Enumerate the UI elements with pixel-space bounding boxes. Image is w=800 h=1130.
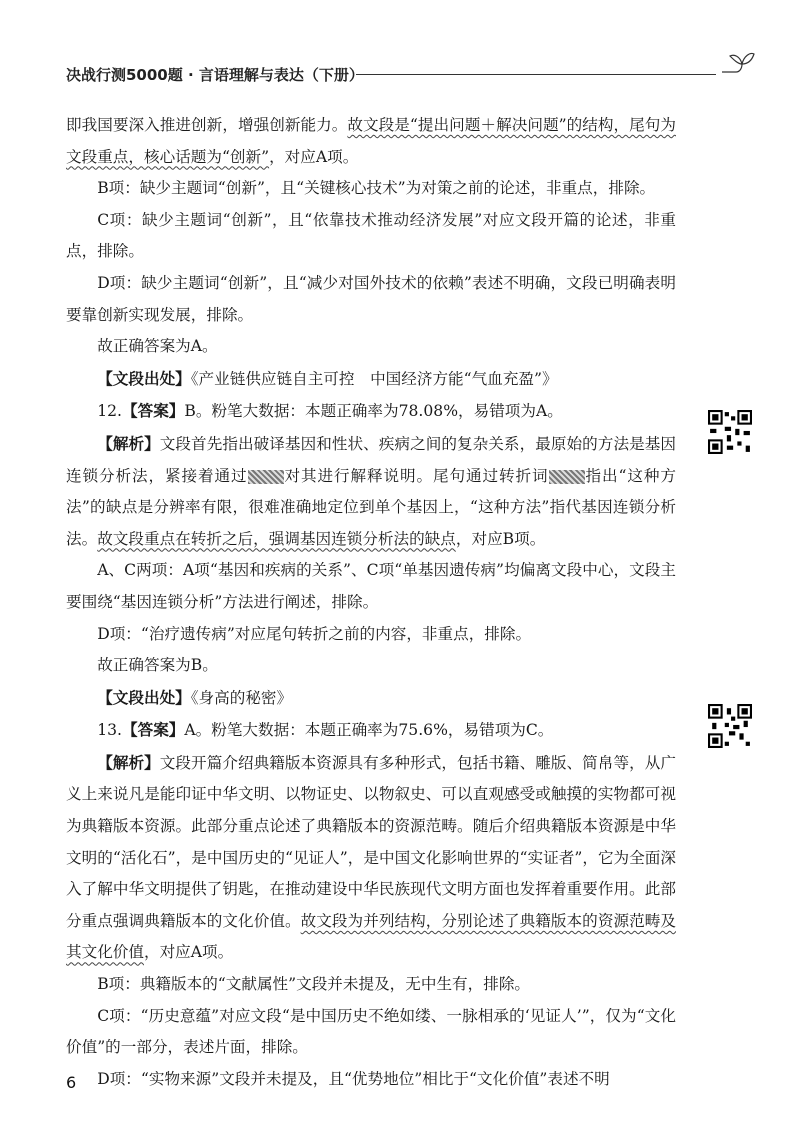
paragraph: 故正确答案为A。 [97, 337, 218, 356]
answer-line: 12.【答案】B。粉笔大数据：本题正确率为78.08%，易错项为A。 [97, 401, 563, 421]
paragraph: 即我国要深入推进创新，增强创新能力。故文段是“提出问题＋解决问题”的结构，尾句为文段重点，核心话题为“创新”，对应A项。 [66, 116, 676, 166]
paragraph: C项：缺少主题词“创新”，且“依靠技术推动经济发展”对应文段开篇的论述，非重点，排除。 [66, 210, 676, 261]
paragraph: B项：典籍版本的“文献属性”文段并未提及，无中生有，排除。 [97, 975, 531, 994]
paragraph: 故正确答案为B。 [97, 656, 218, 675]
paragraph: D项：“治疗遗传病”对应尾句转折之前的内容，非重点，排除。 [97, 624, 532, 643]
paragraph: D项：“实物来源”文段并未提及，且“优势地位”相比于“文化价值”表述不明 [97, 1069, 610, 1088]
paragraph: D项：缺少主题词“创新”，且“减少对国外技术的依赖”表述不明确，文段已明确表明要靠创新实现发展，排除。 [66, 273, 676, 324]
answer-line: 13.【答案】A。粉笔大数据：本题正确率为75.6%，易错项为C。 [97, 720, 554, 740]
header-rule [356, 74, 716, 75]
qr-code-icon[interactable] [708, 704, 752, 748]
qr-code-icon[interactable] [708, 410, 752, 454]
leaf-icon [720, 50, 756, 78]
source-line: 【文段出处】《身高的秘密》 [97, 687, 293, 707]
book-title: 决战行测5000题 · 言语理解与表达（下册） [66, 66, 364, 84]
page-number: 6 [66, 1073, 77, 1092]
paragraph: B项：缺少主题词“创新”，且“关键核心技术”为对策之前的论述，非重点，排除。 [97, 179, 656, 198]
page-body [66, 110, 676, 1095]
masked-text [248, 470, 284, 484]
page-header [66, 62, 756, 88]
source-line: 【文段出处】《产业链供应链自主可控 中国经济方能“气血充盈”》 [97, 368, 558, 388]
analysis-paragraph: 【解析】文段开篇介绍典籍版本资源具有多种形式，包括书籍、雕版、简帛等，从广义上来说凡是能印证中华文明、以物证史、以物叙史、可以直观感受或触摸的实物都可视为典籍版本资源。此部分重点论述了典籍版本的资源范畴。随后介绍典籍版本资源是中华文明的“活化石”，是中国历史的“见证人”，是中国文化影响世界的“实证者”，它为全面深入了解中华文明提供了钥匙，在推动建设中华民族现代文明方面也发挥着重要作用。此部分重点强调典籍版本的文化价值。故文段为并列结构，分别论述了典籍版本的资源范畴及其文化价值，对应A项。 [66, 752, 676, 962]
paragraph: C项：“历史意蕴”对应文段“是中国历史不绝如缕、一脉相承的‘见证人’”，仅为“文化价值”的一部分，表述片面，排除。 [66, 1006, 676, 1057]
analysis-paragraph: 【解析】文段首先指出破译基因和性状、疾病之间的复杂关系，最原始的方法是基因连锁分析法，紧接着通过 对其进行解释说明。尾句通过转折词 指出“这种方法”的缺点是分辨率有限，很难准确地定位到单个基因上，“这种方法”指代基因连锁分析法。故文段重点在转折之后，强调基因连锁分析法的缺点，对应B项。 [66, 433, 676, 548]
masked-text [549, 470, 585, 484]
paragraph: A、C两项：A项“基因和疾病的关系”、C项“单基因遗传病”均偏离文段中心，文段主要围绕“基因连锁分析”方法进行阐述，排除。 [66, 561, 676, 611]
